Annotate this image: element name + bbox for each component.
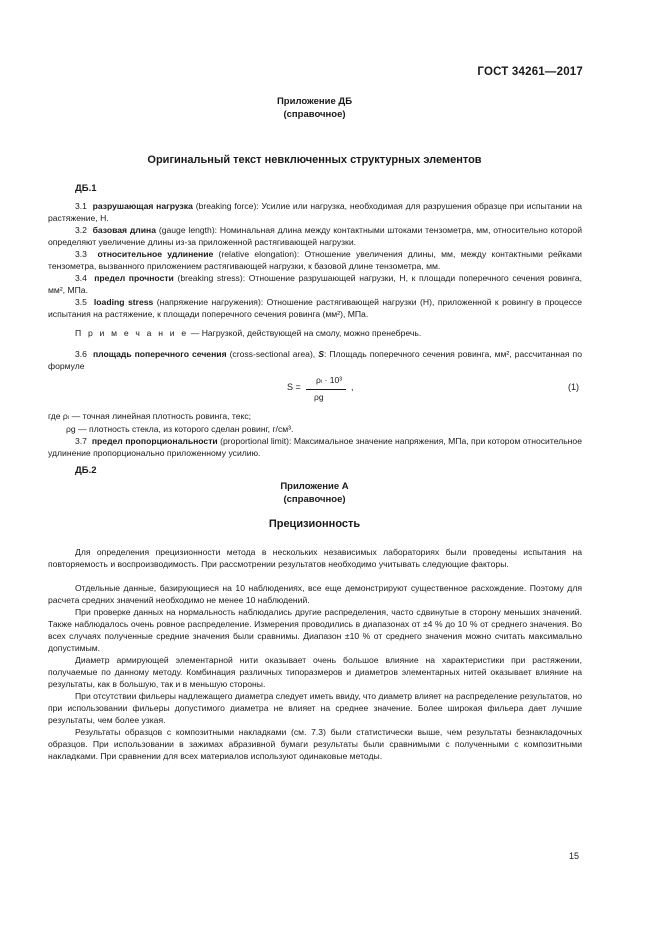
body-paragraph-2: Отдельные данные, базирующиеся на 10 наблюдениях, все еще демонстрируют существенное расхождение. Поэтому для расчета средних значений необходимо не менее 10 наблюдений.	[48, 583, 582, 605]
annex-a-note: (справочное)	[283, 494, 346, 505]
formula-denominator: ρg	[314, 392, 324, 402]
term: базовая длина	[92, 225, 157, 235]
definition: (breaking force): Усилие или нагрузка, необходимая для разрушения образце при испытании на растяжение, Н.	[48, 201, 583, 223]
body-paragraph-6: Результаты образцов с композитными накладками (см. 7.3) были статистически выше, чем результаты безнакладочных образцов. При использовании в зажимах абразивной бумаги результаты были сравнимыми с полученными с композитными накладками. При сравнении для всех материалов используют одинаковые методы.	[48, 727, 582, 761]
body-paragraph-1: Для определения прецизионности метода в нескольких независимых лабораториях были проведены испытания на повторяемость и воспроизводимость. При рассмотрении результатов необходимо учитывать следующие факторы.	[48, 547, 582, 569]
annex-db-note: (справочное)	[283, 109, 346, 120]
definition: (gauge length): Номинальная длина между контактными штоками тензометра, мм, относительно которой определяют увеличение длины из-за приложенной растягивающей нагрузки.	[48, 225, 583, 247]
formula-tail: ,	[351, 382, 354, 392]
annex-a-title: Приложение А	[280, 481, 349, 492]
annex-a-heading: Прецизионность	[268, 518, 361, 530]
annex-db-title: Приложение ДБ	[276, 96, 353, 107]
section-label-db1: ДБ.1	[75, 183, 97, 194]
paragraph-3-6	[48, 348, 582, 372]
definition-part: (cross-sectional area),	[226, 349, 319, 359]
definition: (proportional limit): Максимальное значение напряжения, МПа, при котором относительное удлинение пропорционально приложенному усилию.	[48, 436, 582, 458]
note	[48, 327, 582, 339]
section-label-db2: ДБ.2	[75, 465, 97, 476]
clause-number: 3.6	[75, 349, 87, 359]
page-number: 15	[569, 851, 580, 861]
definition-part: : Площадь поперечного сечения ровинга, мм², рассчитанная по формуле	[48, 349, 582, 371]
paragraph-3-2	[48, 224, 582, 248]
clause-number: 3.4	[75, 273, 87, 283]
term: предел прочности	[94, 273, 174, 283]
body-paragraph-5: При отсутствии фильеры надлежащего диаметра следует иметь ввиду, что диаметр влияет на распределение результатов, но при использовании фильеры допустимого диаметра не влияет на среднее значение. Более широкая фильера дает лучшие результаты, чем более узкая.	[48, 691, 582, 725]
fraction-bar	[306, 389, 346, 390]
equation-number: (1)	[568, 382, 579, 392]
clause-number: 3.5	[75, 297, 87, 307]
definition: (breaking stress): Отношение разрушающей нагрузки, Н, к площади поперечного сечения ровинга, мм², МПа.	[48, 273, 582, 295]
term: loading stress	[93, 297, 154, 307]
standard-number: ГОСТ 34261—2017	[477, 66, 583, 78]
body-paragraph-4: Диаметр армирующей элементарной нити оказывает очень большое влияние на характеристики при растяжении, получаемые по данному методу. Комбинация различных типоразмеров и диаметров элементарных нитей оказывает влияние на результаты, как в большую, так и в меньшую стороны.	[48, 655, 582, 689]
term: площадь поперечного сечения	[92, 349, 227, 359]
note-label: П р и м е ч а н и е	[75, 328, 189, 338]
paragraph-3-3	[48, 248, 582, 272]
clause-number: 3.2	[75, 225, 87, 235]
term: предел пропорциональности	[91, 436, 218, 446]
body-paragraph-3: При проверке данных на нормальность наблюдались другие распределения, часто сдвинутые в сторону меньших значений. Также наблюдалось очень ровное распределение. Измерения проводились в диапазонах от ±4 % до 10 % от среднего значения. Во всех случаях полученные средние значения были сравнимы. Диапазон ±10 % от среднего значения можно считать максимально допустимым.	[48, 607, 582, 653]
definition: (напряжение нагружения): Отношение растягивающей нагрузки (Н), приложенной к ровингу в процессе испытания на растяжение, к площади поперечного сечения ровинга (мм²), МПа.	[48, 297, 582, 319]
definition: (relative elongation): Отношение увеличения длины, мм, между контактными рейками тензометра, вызванного приложением растягивающей нагрузки, к базовой длине тензометра, мм.	[48, 249, 582, 271]
clause-number: 3.3	[75, 249, 87, 259]
term: относительное удлинение	[97, 249, 214, 259]
formula-lhs: S =	[287, 382, 301, 392]
main-heading: Оригинальный текст невключенных структурных элементов	[147, 154, 482, 166]
paragraph-3-5	[48, 296, 582, 320]
formula-numerator: ρₗ · 10³	[315, 375, 343, 385]
paragraph-3-4	[48, 272, 582, 296]
symbol: S	[318, 349, 324, 359]
note-text: — Нагрузкой, действующей на смолу, можно пренебречь.	[188, 328, 422, 338]
term: разрушающая нагрузка	[92, 201, 193, 211]
paragraph-3-7	[48, 435, 582, 459]
paragraph-3-1	[48, 200, 582, 224]
where-line-1: где ρₗ — точная линейная плотность ровинга, текс;	[48, 411, 252, 421]
clause-number: 3.1	[75, 201, 87, 211]
clause-number: 3.7	[75, 436, 87, 446]
where-line-2: ρg — плотность стекла, из которого сделан ровинг, г/см³.	[66, 424, 294, 434]
